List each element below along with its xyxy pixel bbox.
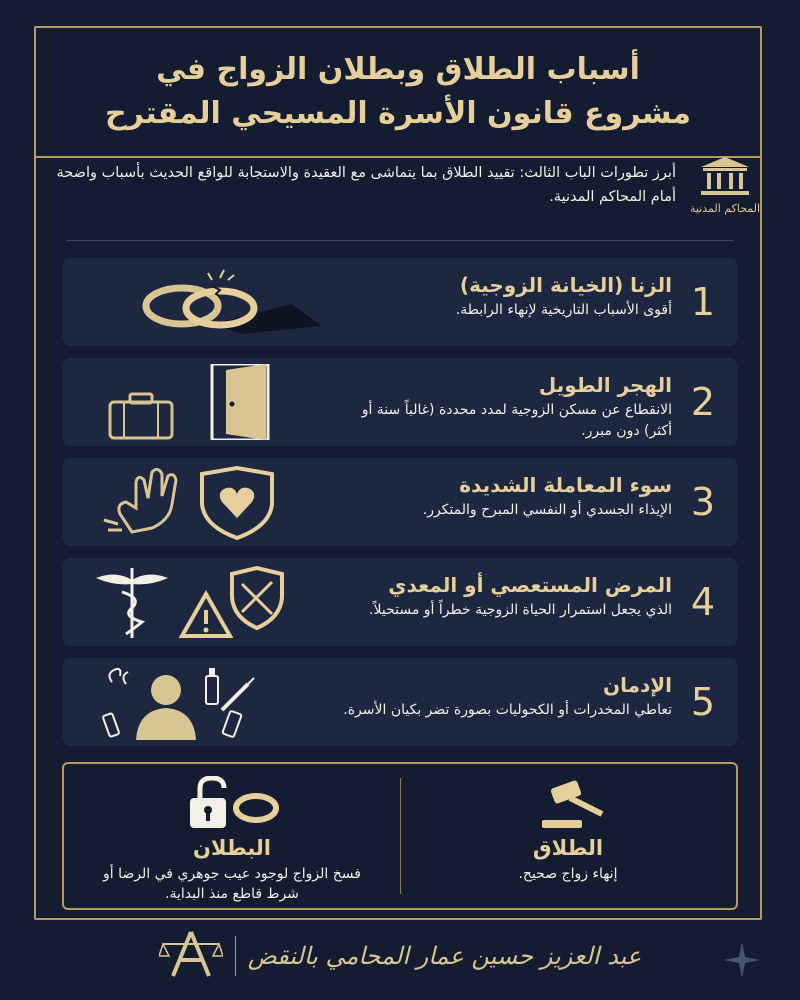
reason-number: 4 (690, 580, 716, 624)
reason-card-1 (62, 258, 738, 346)
reason-number: 3 (690, 480, 716, 524)
signature-separator (235, 936, 236, 976)
reason-title: الزنا (الخيانة الزوجية) (459, 273, 672, 297)
summary-box (62, 762, 738, 910)
gavel-icon (518, 776, 618, 832)
annulment-title: البطلان (193, 836, 271, 860)
intro-section (40, 150, 770, 220)
reason-card-3 (62, 458, 738, 546)
page-title-line-2: مشروع قانون الأسرة المسيحي المقترح (105, 96, 691, 131)
page-title-line-1: أسباب الطلاق وبطلان الزواج في (156, 52, 640, 87)
reason-desc: أقوى الأسباب التاريخية لإنهاء الرابطة. (455, 302, 672, 318)
unlocked-padlock-ring-icon (182, 776, 282, 832)
intro-icon-wrap (680, 155, 770, 215)
reason-title: المرض المستعصي أو المعدي (388, 573, 672, 597)
intro-divider (66, 240, 734, 241)
intro-text: أبرز تطورات الباب الثالث: تقييد الطلاق بما يتماشى مع العقيدة والاستجابة للواقع الحديث بأسباب واضحة أمام المحاكم المدنية. (56, 165, 676, 205)
reason-title: الهجر الطويل (538, 373, 672, 397)
reasons-list (62, 258, 738, 758)
reason-card-2 (62, 358, 738, 446)
reason-desc: الذي يجعل استمرار الحياة الزوجية خطراً أو مستحيلاً. (369, 602, 672, 618)
intro-icon-label: المحاكم المدنية (689, 202, 761, 215)
reason-card-5 (62, 658, 738, 746)
courthouse-icon (697, 155, 753, 199)
suitcase-door-icon (92, 364, 352, 440)
reason-desc: الإيذاء الجسدي أو النفسي المبرح والمتكرر. (422, 502, 672, 518)
divorce-section (400, 764, 736, 908)
title-box (36, 28, 760, 158)
broken-rings-icon (92, 264, 352, 340)
reason-number: 5 (690, 680, 716, 724)
annulment-desc: فسخ الزواج لوجود عيب جوهري في الرضا أو شرط قاطع منذ البداية. (103, 866, 361, 902)
reason-title: الإدمان (603, 673, 672, 697)
divorce-title: الطلاق (532, 836, 604, 860)
divorce-desc: إنهاء زواج صحيح. (518, 866, 618, 882)
signature-name: عبد العزيز حسين عمار المحامي بالنقض (247, 942, 642, 970)
reason-card-4 (62, 558, 738, 646)
reason-number: 1 (690, 280, 716, 324)
scales-monogram-logo (159, 930, 223, 982)
caduceus-warning-icon (92, 564, 352, 640)
signature-area (140, 930, 660, 982)
sparkle-icon (722, 940, 762, 980)
annulment-section (64, 764, 400, 908)
summary-divider (400, 778, 401, 894)
reason-desc: الانقطاع عن مسكن الزوجية لمدد محددة (غالباً سنة أو أكثر) دون مبرر. (361, 402, 672, 439)
reason-number: 2 (690, 380, 716, 424)
reason-title: سوء المعاملة الشديدة (459, 473, 672, 497)
reason-desc: تعاطي المخدرات أو الكحوليات بصورة تضر بكيان الأسرة. (343, 702, 672, 718)
addiction-icon (92, 664, 352, 740)
hand-shield-icon (92, 464, 352, 540)
